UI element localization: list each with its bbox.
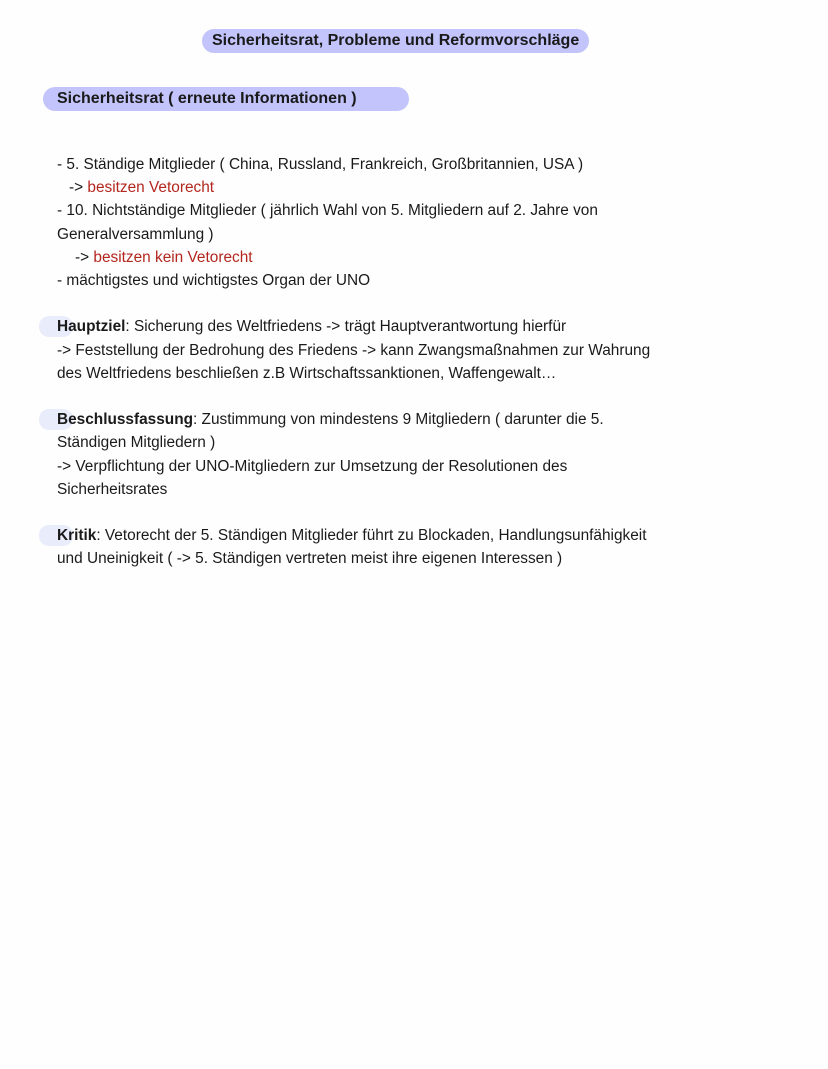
kritik-paragraph [57, 524, 757, 570]
nonpermanent-members-line: - 10. Nichtständige Mitglieder ( jährlich Wahl von 5. Mitgliedern auf 2. Jahre von [57, 202, 598, 220]
nonpermanent-veto-text: besitzen kein Vetorecht [93, 248, 253, 266]
permanent-veto-text: besitzen Vetorecht [87, 179, 215, 197]
beschluss-paragraph [57, 408, 757, 501]
beschluss-line-4: Sicherheitsrates [57, 480, 168, 498]
beschluss-line-2: Ständigen Mitgliedern ) [57, 434, 216, 452]
organ-line: - mächtigstes und wichtigstes Organ der UNO [57, 272, 371, 290]
section-heading: Sicherheitsrat ( erneute Informationen ) [43, 87, 409, 111]
beschluss-term: Beschlussfassung [57, 411, 193, 429]
kritik-text: : Vetorecht der 5. Ständigen Mitglieder führt zu Blockaden, Handlungsunfähigkeit [96, 527, 647, 545]
nonpermanent-veto-line [57, 246, 757, 269]
hauptziel-line-3: des Weltfriedens beschließen z.B Wirtschaftssanktionen, Waffengewalt… [57, 364, 557, 382]
permanent-members-line: - 5. Ständige Mitglieder ( China, Russland, Frankreich, Großbritannien, USA ) [57, 156, 584, 173]
hauptziel-line-2: -> Feststellung der Bedrohung des Friedens -> kann Zwangsmaßnahmen zur Wahrung [57, 341, 651, 359]
nonpermanent-members-line-2: Generalversammlung ) [57, 225, 214, 243]
beschluss-text: : Zustimmung von mindestens 9 Mitgliedern ( darunter die 5. [193, 411, 604, 429]
arrow: -> [75, 248, 90, 266]
hauptziel-paragraph [57, 315, 757, 385]
note-body [57, 153, 757, 571]
hauptziel-term: Hauptziel [57, 318, 126, 336]
permanent-veto-line [57, 176, 757, 199]
arrow: -> [69, 179, 84, 197]
hauptziel-text: : Sicherung des Weltfriedens -> trägt Hauptverantwortung hierfür [125, 318, 567, 336]
beschluss-line-3: -> Verpflichtung der UNO-Mitgliedern zur Umsetzung der Resolutionen des [57, 457, 568, 475]
kritik-line-2: und Uneinigkeit ( -> 5. Ständigen vertreten meist ihre eigenen Interessen ) [57, 550, 563, 568]
page-title: Sicherheitsrat, Probleme und Reformvorschläge [202, 29, 589, 53]
kritik-term: Kritik [57, 527, 97, 545]
